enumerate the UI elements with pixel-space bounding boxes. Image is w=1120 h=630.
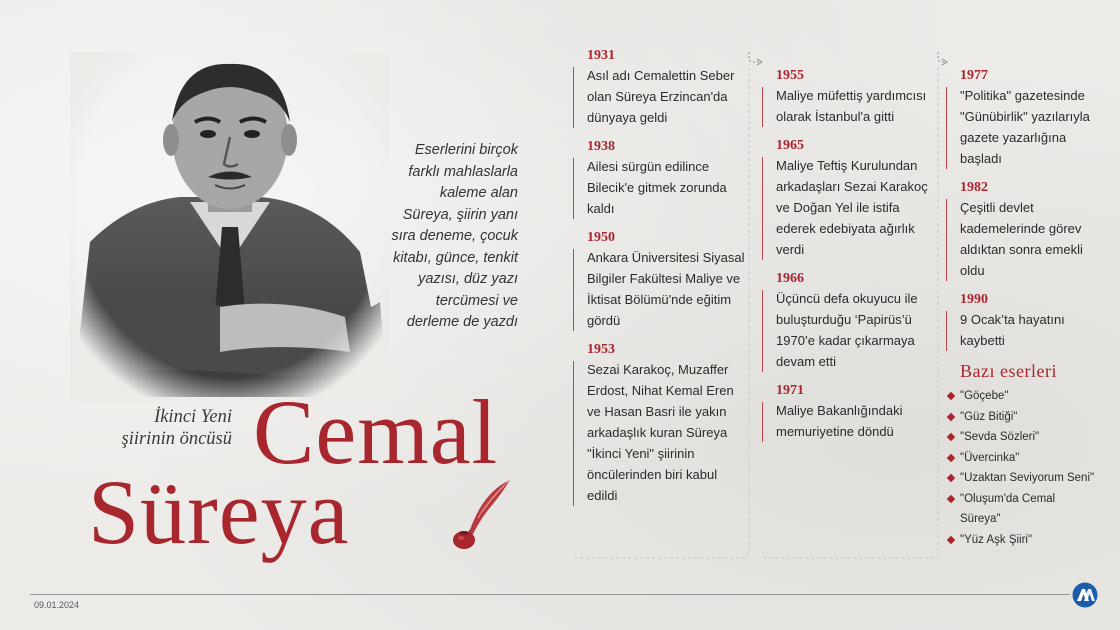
event-text: "Politika" gazetesinde "Günübirlik" yazılarıyla gazete yazarlığına başladı [960,88,1090,166]
works-item-label: "Uzaktan Seviyorum Seni" [960,472,1095,484]
event-year: 1990 [960,292,988,307]
footer-divider [30,594,1070,595]
event-year: 1982 [960,180,988,195]
event-year: 1971 [776,383,804,398]
event-text: Asıl adı Cemalettin Seber olan Süreya Erzincan'da dünyaya geldi [587,68,735,125]
name-first: Cemal [253,381,499,483]
event-year: 1938 [587,139,615,154]
works-item-label: "Sevda Sözleri" [960,431,1040,443]
quote-text: Eserlerini birçok farklı mahlaslarla kaleme alan Süreya, şiirin yanı sıra deneme, çocuk kitabı, günce, tenkit yazısı, düz yazı tercümesi ve derleme de yazdı [391,142,518,330]
timeline-event [946,291,1096,351]
works-item-label: "Üvercinka" [960,451,1020,464]
name-last: Süreya [88,461,350,563]
event-text: 9 Ocak’ta hayatını kaybetti [960,312,1065,348]
event-year: 1955 [776,68,804,83]
works-item-label: "Yüz Aşk Şiiri" [960,533,1033,546]
event-text: Maliye Bakanlığındaki memuriyetine döndü [776,403,903,439]
publish-date: 09.01.2024 [34,600,80,610]
event-text: Maliye Teftiş Kurulundan arkadaşları Sezai Karakoç ve Doğan Yel ile istifa ederek edebiyata ağırlık verdi [776,158,928,257]
works-item-label: "Oluşum'da Cemal Süreya" [960,492,1056,525]
subtitle-line-1: İkinci Yeni [154,407,232,427]
event-year: 1950 [587,230,615,245]
timeline-column-3 [946,67,1096,550]
works-item [946,530,1096,551]
timeline-connector-1 [573,48,763,560]
event-text: Ankara Üniversitesi Siyasal Bilgiler Fakültesi Maliye ve İktisat Bölümü'nde eğitim gördü [587,250,745,328]
works-item [946,407,1096,428]
event-year: 1966 [776,271,804,286]
works-title: Bazı eserleri [960,361,1057,381]
event-year: 1931 [587,48,615,63]
works-item [946,468,1096,489]
event-text: Maliye müfettiş yardımcısı olarak İstanbul'a gitti [776,88,927,124]
works-list [946,386,1096,550]
works-item [946,448,1096,469]
event-text: Çeşitli devlet kademelerinde görev aldıktan sonra emekli oldu [960,200,1083,278]
works-item [946,386,1096,407]
event-text: Ailesi sürgün edilince Bilecik'e gitmek zorunda kaldı [587,159,727,216]
works-item [946,489,1064,530]
works-item-label: "Göçebe" [960,390,1009,402]
event-text: Üçüncü defa okuyucu ile buluşturduğu ‘Papirüs’ü 1970’e kadar çıkarmaya devam etti [776,291,918,369]
event-year: 1977 [960,68,988,83]
timeline-connector-2 [762,48,952,560]
timeline-event [946,179,1096,281]
timeline-event [946,67,1096,169]
event-text: Sezai Karakoç, Muzaffer Erdost, Nihat Kemal Eren ve Hasan Basri ile yakın arkadaşlık kuran Süreya "İkinci Yeni" şiirinin öncülerinden biri kabul edildi [587,362,734,503]
event-year: 1953 [587,342,615,357]
quill-inkwell-icon [452,478,516,550]
subtitle [72,406,232,450]
event-year: 1965 [776,138,804,153]
subtitle-line-2: şiirinin öncüsü [121,429,232,449]
works-item [946,427,1096,448]
aa-logo-icon [1072,582,1098,608]
portrait-photo [70,52,390,402]
works-item-label: "Güz Bitiği" [960,410,1018,423]
